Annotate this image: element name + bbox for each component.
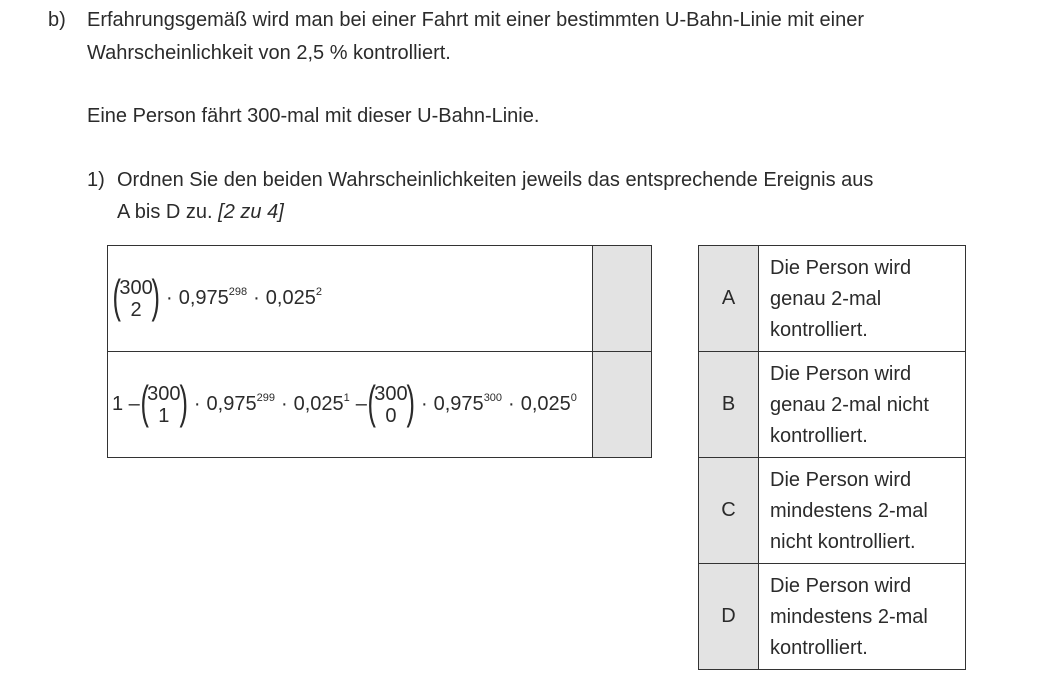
binom-n: 300 (374, 382, 408, 405)
subtask-label: 1) (87, 169, 105, 191)
base-1b: 0,025 (293, 393, 344, 415)
option-row-c (698, 457, 966, 564)
base-1a: 0,975 (206, 393, 257, 415)
one-minus: 1 – (112, 393, 140, 415)
left-paren: ( (367, 375, 376, 428)
option-text-line: kontrolliert. (770, 425, 868, 447)
dot: · (253, 287, 260, 309)
option-label-c: C (699, 458, 759, 563)
option-text-line: genau 2-mal nicht (770, 394, 929, 416)
binomial-coefficient-2a (140, 375, 188, 428)
dot: · (280, 393, 288, 415)
task-intro-line-2: Wahrscheinlichkeit von 2,5 % kontrolliert. (87, 42, 451, 64)
option-label-d: D (699, 564, 759, 669)
option-text-c (770, 465, 960, 558)
base-2b: 0,025 (520, 393, 571, 415)
formula-2 (108, 352, 593, 457)
option-text-b (770, 359, 960, 452)
probability-row-1 (107, 245, 652, 352)
option-row-a (698, 245, 966, 352)
subtask-line-2 (117, 196, 284, 228)
right-paren: ) (151, 269, 160, 322)
binomial-coefficient-2b (367, 375, 415, 428)
binom-k: 1 (158, 404, 170, 427)
exponent-1b: 1 (343, 391, 350, 404)
option-row-d (698, 563, 966, 670)
option-text-line: kontrolliert. (770, 319, 868, 341)
option-row-b (698, 351, 966, 458)
base-1: 0,975 (178, 287, 229, 309)
task-intro-line-1: Erfahrungsgemäß wird man bei einer Fahrt mit einer bestimmten U-Bahn-Linie mit einer (87, 9, 864, 31)
option-label-b: B (699, 352, 759, 457)
exponent-2a: 300 (483, 391, 503, 404)
option-text-d (770, 571, 960, 664)
dot: · (193, 393, 201, 415)
option-text-line: Die Person wird (770, 257, 912, 279)
base-2: 0,025 (265, 287, 316, 309)
base-2a: 0,975 (433, 393, 484, 415)
option-text-line: nicht kontrolliert. (770, 531, 916, 553)
option-text-line: Die Person wird (770, 575, 912, 597)
dot: · (166, 287, 173, 309)
left-paren: ( (140, 375, 149, 428)
formula-1 (108, 246, 593, 351)
dot: · (420, 393, 428, 415)
binom-n: 300 (147, 382, 181, 405)
answer-box-2[interactable] (592, 352, 651, 457)
option-text-a (770, 253, 960, 346)
task-label: b) (48, 9, 66, 31)
binomial-coefficient-1 (112, 269, 160, 322)
binom-n: 300 (119, 276, 153, 299)
event-options-table (698, 245, 966, 671)
exponent-1: 298 (228, 285, 248, 298)
option-text-line: Die Person wird (770, 469, 912, 491)
subtask-hint: [2 zu 4] (218, 201, 284, 223)
left-paren: ( (112, 269, 121, 322)
exponent-1a: 299 (256, 391, 275, 404)
probability-table (107, 245, 652, 459)
option-text-line: mindestens 2-mal (770, 500, 928, 522)
minus: – (355, 393, 367, 415)
probability-row-2 (107, 351, 652, 458)
answer-box-1[interactable] (592, 246, 651, 351)
right-paren: ) (406, 375, 415, 428)
option-text-line: kontrolliert. (770, 637, 868, 659)
exponent-2: 2 (315, 285, 322, 298)
option-text-line: genau 2-mal (770, 288, 882, 310)
binom-k: 2 (130, 298, 142, 321)
binom-k: 0 (385, 404, 397, 427)
option-label-a: A (699, 246, 759, 351)
dot: · (508, 393, 515, 415)
exponent-2b: 0 (570, 391, 577, 404)
option-text-line: mindestens 2-mal (770, 606, 928, 628)
right-paren: ) (178, 375, 188, 428)
subtask-line-2-text: A bis D zu. (117, 201, 213, 223)
task-statement: Eine Person fährt 300-mal mit dieser U-Bahn-Linie. (87, 105, 540, 127)
option-text-line: Die Person wird (770, 363, 912, 385)
subtask-line-1: Ordnen Sie den beiden Wahrscheinlichkeiten jeweils das entsprechende Ereignis aus (117, 169, 874, 191)
